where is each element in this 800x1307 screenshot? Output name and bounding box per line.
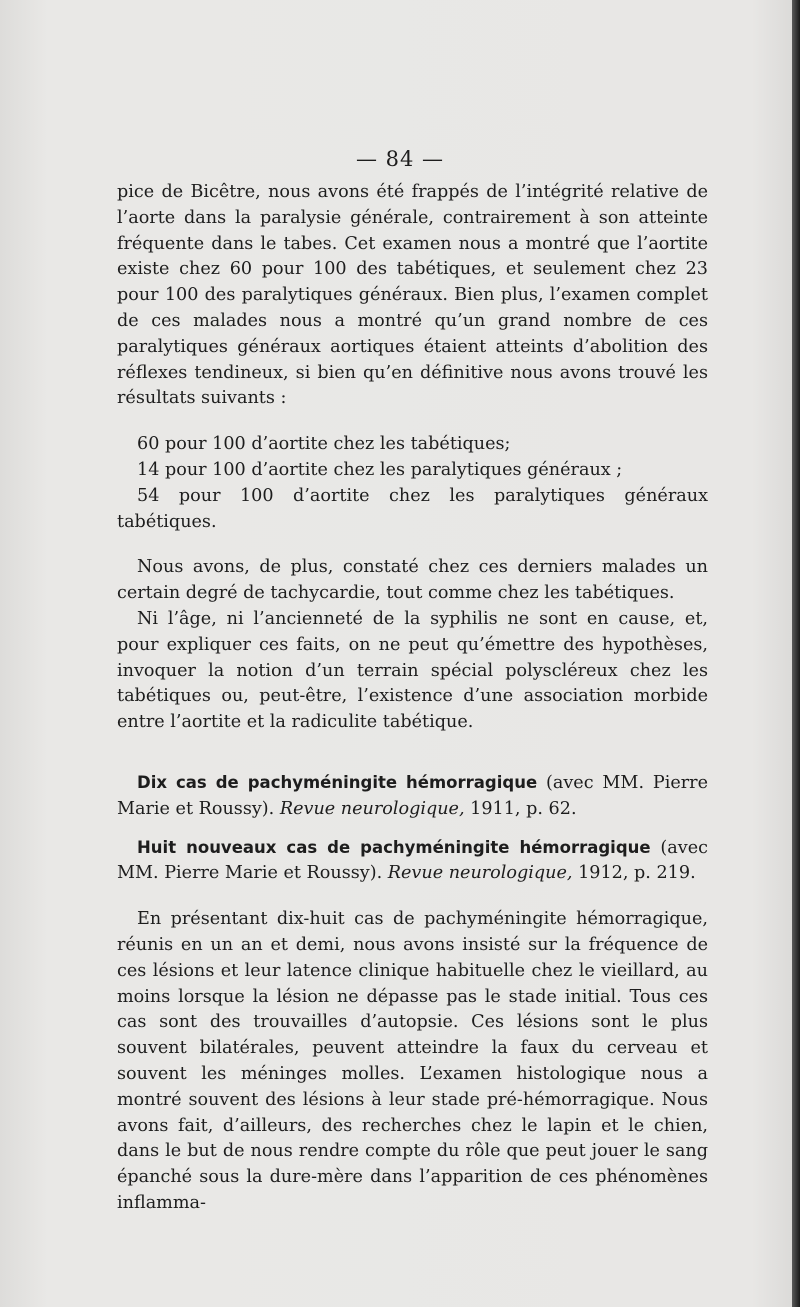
reference-1 bbox=[117, 770, 708, 823]
reference-2-title: Huit nouveaux cas de pachyméningite hémorragique bbox=[137, 837, 651, 857]
reference-1-details: 1911, p. 62. bbox=[464, 798, 577, 819]
page-edge-shadow bbox=[792, 0, 800, 1307]
paragraph-2: Nous avons, de plus, constaté chez ces derniers malades un certain degré de tachycardie, tout comme chez les tabétiques. bbox=[117, 557, 708, 604]
reference-1-journal: Revue neurologique, bbox=[279, 798, 465, 819]
result-item-2: 14 pour 100 d’aortite chez les paralytiques généraux ; bbox=[137, 459, 623, 480]
reference-1-authors: (avec MM. Pierre Marie et Roussy). bbox=[117, 772, 709, 819]
reference-2 bbox=[117, 835, 708, 888]
paragraph-3: Ni l’âge, ni l’ancienneté de la syphilis ne sont en cause, et, pour expliquer ces faits, on ne peut qu’émettre des hypothèses, invoquer la notion d’un terrain spécial polyscléreux chez les tabétiques ou, peut-être, l’existence d’une association morbide entre l’aortite et la radiculite tabétique. bbox=[117, 608, 708, 733]
reference-2-journal: Revue neurologique, bbox=[387, 863, 573, 884]
paragraph-1: pice de Bicêtre, nous avons été frappés de l’intégrité relative de l’aorte dans la paralysie générale, contrairement à son atteinte fréquente dans le tabes. Cet examen nous a montré que l’aortite existe chez 60 pour 100 des tabétiques, et seulement chez 23 pour 100 des paralytiques généraux. Bien plus, l’examen complet de ces malades nous a montré qu’un grand nombre de ces paralytiques généraux aortiques étaient atteints d’abolition des réflexes tendineux, si bien qu’en définitive nous avons trouvé les résultats suivants : bbox=[117, 182, 708, 409]
page-body bbox=[117, 180, 708, 1217]
page-number: — 84 — bbox=[355, 147, 445, 171]
result-item-1: 60 pour 100 d’aortite chez les tabétiques; bbox=[137, 434, 511, 455]
paragraph-4: En présentant dix-huit cas de pachyméningite hémorragique, réunis en un an et demi, nous avons insisté sur la fréquence de ces lésions et leur latence clinique habituelle chez le vieillard, au moins lorsque la lésion ne dépasse pas le stade initial. Tous ces cas sont des trouvailles d’autopsie. Ces lésions sont le plus souvent bilatérales, peuvent atteindre la faux du cerveau et souvent les méninges molles. L’examen histologique nous a montré souvent des lésions à leur stade pré-hémorragique. Nous avons fait, d’ailleurs, des recherches chez le lapin et le chien, dans le but de nous rendre compte du rôle que peut jouer le sang épanché sous la dure-mère dans l’apparition de ces phénomènes inflamma- bbox=[117, 909, 708, 1213]
reference-2-details: 1912, p. 219. bbox=[572, 863, 696, 884]
result-item-3: 54 pour 100 d’aortite chez les paralytiques généraux tabétiques. bbox=[117, 485, 708, 532]
reference-1-title: Dix cas de pachyméningite hémorragique bbox=[137, 772, 538, 792]
reference-2-authors: (avec MM. Pierre Marie et Roussy). bbox=[117, 837, 708, 884]
